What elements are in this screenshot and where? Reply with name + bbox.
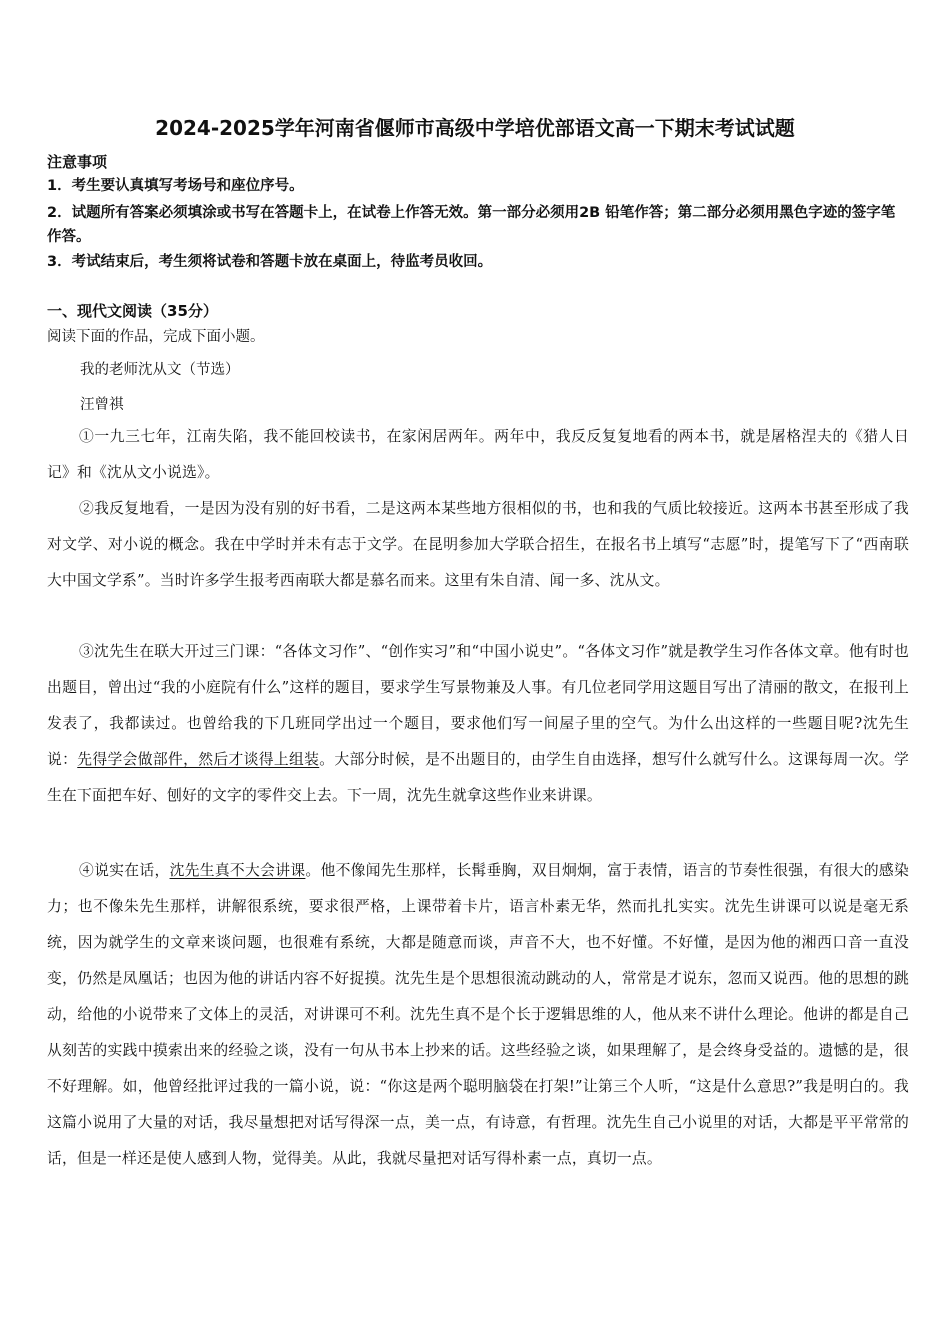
paragraph-4-text-b: 。他不像闻先生那样，长髯垂胸，双目炯炯，富于表情，语言的节奏性很强，有很大的感染力；也不像朱先生那样，讲解很系统，要求很严格，上课带着卡片，语言朴素无华，然而扎扎实实。沈先生讲课可以说是毫无系统，因为就学生的文章来谈问题，也很难有系统，大都是随意而谈，声音不大，也不好懂。不好懂，是因为他的湘西口音一直没变，仍然是凤凰话；也因为他的讲话内容不好捉摸。沈先生是个思想很流动跳动的人，常常是才说东，忽而又说西。他的思想的跳动，给他的小说带来了文体上的灵活，对讲课可不利。沈先生真不是个长于逻辑思维的人，他从来不讲什么理论。他讲的都是自己从刻苦的实践中摸索出来的经验之谈，没有一句从书本上抄来的话。这些经验之谈，如果理解了，是会终身受益的。遗憾的是，很不好理解。如，他曾经批评过我的一篇小说，说：“你这是两个聪明脑袋在打架!”让第三个人听，“这是什么意思?”我是明白的。我这篇小说用了大量的对话，我尽量想把对话写得深一点，美一点，有诗意，有哲理。沈先生自己小说里的对话，大都是平平常常的话，但是一样还是使人感到人物，觉得美。从此，我就尽量把对话写得朴素一点，真切一点。 <box>47 862 909 1167</box>
section-instruction: 阅读下面的作品，完成下面小题。 <box>47 329 265 345</box>
notice-item-1: 1．考生要认真填写考场号和座位序号。 <box>47 178 304 194</box>
underlined-quote-parts: 先得学会做部件，然后才谈得上组装 <box>77 751 320 768</box>
section-heading: 一、现代文阅读（35分） <box>47 302 218 320</box>
article-author: 汪曾祺 <box>80 397 124 413</box>
paragraph-4 <box>47 853 909 1177</box>
notice-heading: 注意事项 <box>47 153 108 171</box>
notice-item-2: 2．试题所有答案必须填涂或书写在答题卡上，在试卷上作答无效。第一部分必须用2B 铅笔作答；第二部分必须用黑色字迹的签字笔作答。 <box>47 205 896 245</box>
paragraph-2: ②我反复地看，一是因为没有别的好书看，二是这两本某些地方很相似的书，也和我的气质比较接近。这两本书甚至形成了我对文学、对小说的概念。我在中学时并未有志于文学。在昆明参加大学联合招生，在报名书上填写“志愿”时，提笔写下了“西南联大中国文学系”。当时许多学生报考西南联大都是慕名而来。这里有朱自清、闻一多、沈从文。 <box>47 500 909 589</box>
paragraph-1: ①一九三七年，江南失陷，我不能回校读书，在家闲居两年。两年中，我反反复复地看的两本书，就是屠格涅夫的《猎人日记》和《沈从文小说选》。 <box>47 428 909 481</box>
exam-title: 2024-2025学年河南省偃师市高级中学培优部语文高一下期末考试试题 <box>155 116 795 140</box>
paragraph-3 <box>47 634 909 814</box>
article-title: 我的老师沈从文（节选） <box>80 362 240 378</box>
underlined-quote-lecture: 沈先生真不大会讲课 <box>169 862 306 879</box>
paragraph-3-text-b: 。大部分时候，是不出题目的，由学生自由选择，想写什么就写什么。这课每周一次。学生在下面把车好、刨好的文字的零件交上去。下一周，沈先生就拿这些作业来讲课。 <box>47 751 909 804</box>
notice-item-3: 3．考试结束后，考生须将试卷和答题卡放在桌面上，待监考员收回。 <box>47 254 493 270</box>
paragraph-3-text-a: ③沈先生在联大开过三门课：“各体文习作”、“创作实习”和“中国小说史”。“各体文习作”就是教学生习作各体文章。他有时也出题目，曾出过“我的小庭院有什么”这样的题目，要求学生写景物兼及人事。有几位老同学用这题目写出了清丽的散文，在报刊上发表了，我都读过。也曾给我的下几班同学出过一个题目，要求他们写一间屋子里的空气。为什么出这样的一些题目呢?沈先生说： <box>47 643 909 768</box>
paragraph-4-text-a: ④说实在话， <box>79 862 170 879</box>
